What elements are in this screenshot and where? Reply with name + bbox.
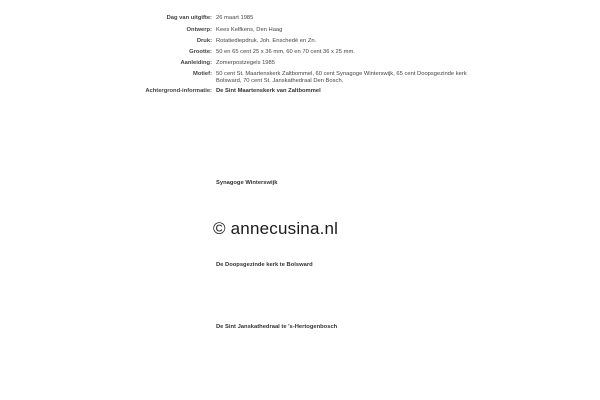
field-value: 26 maart 1985	[216, 15, 254, 21]
field-label: Grootte:	[189, 49, 212, 55]
field-label: Motief:	[193, 71, 212, 77]
background-label: Achtergrond-informatie:	[145, 88, 212, 94]
field-value: 50 cent St. Maartenskerk Zaltbommel, 60 cent Synagoge Winterswijk, 65 cent Doopsgezinde kerk Bolsward, 70 cent St. Janskathedraal Den Bosch.	[216, 71, 467, 84]
field-value: Zomerpostzegels 1985	[216, 60, 275, 66]
field-label: Aanleiding:	[180, 60, 212, 66]
field-label: Druk:	[196, 38, 212, 44]
section-title: De Sint Maartenskerk van Zaltbommel	[216, 88, 321, 94]
field-value: 50 en 65 cent 25 x 36 mm, 60 en 70 cent 36 x 25 mm.	[216, 49, 355, 55]
section-title: De Doopsgezinde kerk te Bolsward	[216, 262, 313, 268]
field-label: Ontwerp:	[186, 27, 212, 33]
field-value: Rotatiediepdruk, Joh. Enschedé en Zn.	[216, 38, 317, 44]
section-title: De Sint Janskathedraal te 's-Hertogenbosch	[216, 324, 338, 330]
section-title: Synagoge Winterswijk	[216, 180, 278, 186]
field-value: Kees Kelfkens, Den Haag	[216, 27, 283, 33]
field-label: Dag van uitgifte:	[166, 15, 212, 21]
copyright-watermark: © annecusina.nl	[213, 219, 339, 238]
